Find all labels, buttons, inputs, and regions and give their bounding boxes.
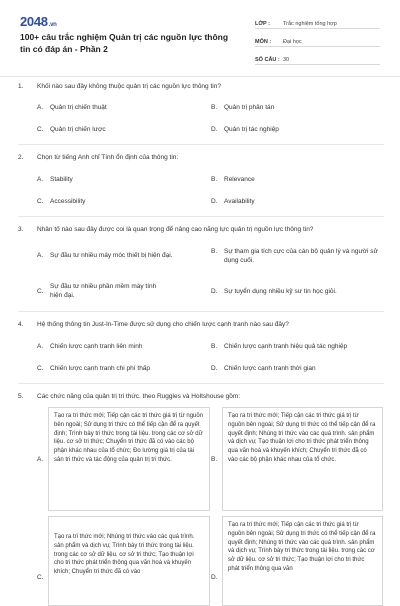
option-c[interactable]: C. Quản trị chiến lược: [37, 126, 106, 133]
option-d[interactable]: D. Chiến lược cạnh tranh thời gian: [211, 365, 316, 372]
option-a[interactable]: A. Sự đầu tư nhiều máy móc thiết bị hiện đại.: [37, 252, 173, 259]
question-divider: [18, 311, 384, 312]
option-c[interactable]: C. Chiến lược cạnh tranh chi phí thấp: [37, 365, 151, 372]
meta-key: MÔN :: [255, 39, 272, 45]
question-2: [18, 153, 384, 162]
question-5: [18, 392, 384, 401]
question-4: [18, 320, 384, 329]
question-text: Khối nào sau đây không thuộc quản trị các nguồn lực thông tin?: [37, 83, 221, 90]
meta-value: Đại học: [283, 39, 302, 45]
option-d[interactable]: D. Sự tuyển dụng nhiều kỹ sư tin học giỏi.: [211, 288, 337, 295]
question-number: 3.: [18, 226, 24, 233]
meta-row-count: [255, 50, 380, 65]
question-number: 1.: [18, 83, 24, 90]
option-b[interactable]: Tạo ra tri thức mới; Tiếp cận các tri thức giá trị từ nguồn bên ngoài; Sử dụng tri thức có thể tiếp cận để ra quyết định; Nhúng tri thức vào các quá trình. sản phẩm và dịch vụ; Tạo thuận lợi cho tri thức phát triển thông qua văn hoá và khuyến khích; Chuyển tri thức đã có vào các bộ phận khác nhau của tổ chức.: [222, 407, 383, 511]
option-c[interactable]: C. Accessibility: [37, 198, 86, 205]
question-3: [18, 225, 384, 234]
option-c[interactable]: C. Sự đầu tư nhiều phần mềm máy tính hiện đại.: [37, 283, 157, 299]
option-a[interactable]: A. Quản trị chiến thuật: [37, 104, 107, 111]
option-b-letter: B.: [211, 456, 218, 463]
option-b[interactable]: B. Chiến lược cạnh tranh hiệu quả tác nghiệp: [211, 343, 348, 350]
meta-key: LỚP :: [255, 21, 270, 27]
meta-row-subject: [255, 32, 380, 47]
option-c[interactable]: [48, 516, 210, 606]
page-title: 100+ câu trắc nghiệm Quản trị các nguồn lực thông tin có đáp án - Phần 2: [20, 32, 229, 54]
question-number: 2.: [18, 154, 24, 161]
option-d-letter: D.: [211, 574, 218, 581]
question-text: Các chức năng của quản trị tri thức. theo Ruggles và Holtshouse gồm:: [37, 393, 241, 400]
page-header: [0, 0, 400, 70]
option-b[interactable]: B. Relevance: [211, 176, 255, 183]
meta-value: Trắc nghiệm tổng hợp: [283, 21, 337, 27]
option-a-letter: A.: [37, 456, 44, 463]
option-a[interactable]: A. Stability: [37, 176, 73, 183]
question-divider: [18, 216, 384, 217]
option-c-letter: C.: [37, 574, 44, 581]
meta-value: 30: [283, 57, 290, 63]
header-divider: [0, 76, 400, 77]
question-text: Hệ thống thông tin Just-In-Time được sử dụng cho chiến lược cạnh tranh nào sau đây?: [37, 321, 289, 328]
question-divider: [18, 144, 384, 145]
meta-key: SỐ CÂU :: [255, 57, 280, 63]
question-text: Chọn từ tiếng Anh chỉ Tính ổn định của thông tin:: [37, 154, 179, 161]
question-divider: [18, 383, 384, 384]
option-a[interactable]: Tạo ra tri thức mới; Tiếp cận các tri thức giá trị từ nguồn bên ngoài; Sử dụng tri thức có thể tiếp cận để ra quyết định; Trình bày tri thức trong tài liệu. trong các cơ sở dữ liệu. cơ sở tri thức; Chuyển tri thức đã có vào các bộ phận khác nhau của tổ chức; Đo lường giá trị của tài sản tri thức và tác động của quản trị tri thức.: [48, 407, 210, 511]
question-number: 4.: [18, 321, 24, 328]
logo-suffix: .vn: [48, 22, 57, 28]
option-b[interactable]: B. Quản trị phân tán: [211, 104, 275, 111]
option-d[interactable]: D. Availability: [211, 198, 255, 205]
question-text: Nhân tố nào sau đây được coi là quan trọng để nâng cao năng lực quản trị nguồn lực thông tin?: [37, 226, 314, 233]
option-a[interactable]: A. Chiến lược cạnh tranh liên minh: [37, 343, 143, 350]
option-d[interactable]: Tạo ra tri thức mới; Tiếp cận các tri thức giá trị từ nguồn bên ngoài; Sử dụng tri thức có thể tiếp cận để ra quyết định; Nhúng tri thức vào các quá trình. sản phẩm và dịch vụ; Trình bày tri thức trong tài liệu. trong các cơ sở dữ liệu. cơ sở tri thức; Tạo thuận lợi cho tri thức phát triển thông qua văn: [222, 516, 383, 606]
site-logo[interactable]: 2048.vn: [20, 14, 57, 29]
option-c-text: Tạo ra tri thức mới; Nhúng tri thức vào các quá trình. sản phẩm và dịch vụ; Trình bày tri thức trong tài liệu. trong các cơ sở dữ liệu. cơ sở tri thức; Tạo thuận lợi cho tri thức phát triển thông qua văn hoá và khuyến khích; Chuyển tri thức đã có vào: [54, 534, 195, 576]
option-d[interactable]: D. Quản trị tác nghiệp: [211, 126, 279, 133]
meta-info: [255, 14, 380, 68]
question-1: [18, 82, 384, 91]
meta-row-class: [255, 14, 380, 29]
option-b[interactable]: B. Sự tham gia tích cực của cán bộ quản lý và người sử dụng cuối.: [211, 248, 378, 264]
question-number: 5.: [18, 393, 24, 400]
